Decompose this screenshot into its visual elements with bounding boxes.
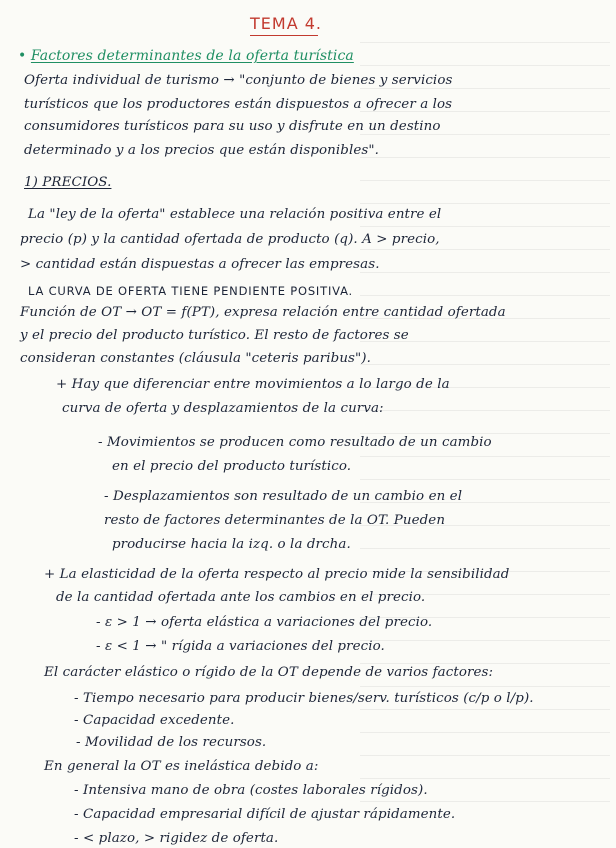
text-line: Oferta individual de turismo → "conjunto de bienes y servicios bbox=[24, 73, 453, 88]
section-bullet: • bbox=[18, 48, 27, 64]
text-line: determinado y a los precios que están disponibles". bbox=[24, 143, 379, 158]
text-line: - Tiempo necesario para producir bienes/serv. turísticos (c/p o l/p). bbox=[74, 691, 534, 706]
text-line: turísticos que los productores están dispuestos a ofrecer a los bbox=[24, 97, 453, 112]
text-line: En general la OT es inelástica debido a: bbox=[44, 759, 319, 774]
text-line: - ε > 1 → oferta elástica a variaciones del precio. bbox=[96, 615, 433, 630]
title-underline bbox=[250, 35, 318, 36]
text-line: - Movimientos se producen como resultado de un cambio bbox=[98, 435, 492, 450]
text-line: resto de factores determinantes de la OT. Pueden bbox=[104, 513, 446, 528]
text-line: + La elasticidad de la oferta respecto al precio mide la sensibilidad bbox=[44, 567, 510, 582]
text-line: > cantidad están dispuestas a ofrecer las empresas. bbox=[20, 257, 380, 272]
text-line: El carácter elástico o rígido de la OT depende de varios factores: bbox=[44, 665, 494, 680]
page-title: TEMA 4. bbox=[250, 14, 322, 33]
section-heading-text: Factores determinantes de la oferta turística bbox=[30, 48, 354, 64]
emphasis-line: LA CURVA DE OFERTA TIENE PENDIENTE POSITIVA. bbox=[28, 284, 353, 298]
text-line: y el precio del producto turístico. El resto de factores se bbox=[20, 328, 409, 343]
text-line: - Intensiva mano de obra (costes laborales rígidos). bbox=[74, 783, 428, 798]
text-line: Función de OT → OT = f(PT), expresa relación entre cantidad ofertada bbox=[20, 305, 506, 320]
text-line: producirse hacia la izq. o la drcha. bbox=[112, 537, 351, 552]
text-line: en el precio del producto turístico. bbox=[112, 459, 352, 474]
text-line: de la cantidad ofertada ante los cambios en el precio. bbox=[56, 590, 426, 605]
text-line: curva de oferta y desplazamientos de la curva: bbox=[62, 401, 384, 416]
subsection-heading: 1) PRECIOS. bbox=[24, 175, 112, 190]
text-line: - < plazo, > rigidez de oferta. bbox=[74, 831, 279, 846]
text-line: + Hay que diferenciar entre movimientos a lo largo de la bbox=[56, 377, 450, 392]
text-line: consideran constantes (cláusula "ceteris paribus"). bbox=[20, 351, 371, 366]
text-line: - Movilidad de los recursos. bbox=[76, 735, 267, 750]
text-line: - Capacidad excedente. bbox=[74, 713, 235, 728]
text-line: consumidores turísticos para su uso y disfrute en un destino bbox=[24, 119, 441, 134]
text-line: - Capacidad empresarial difícil de ajustar rápidamente. bbox=[74, 807, 456, 822]
text-line: precio (p) y la cantidad ofertada de producto (q). A > precio, bbox=[20, 232, 440, 247]
text-line: - Desplazamientos son resultado de un cambio en el bbox=[104, 489, 463, 504]
section-heading bbox=[18, 47, 354, 65]
text-line: La "ley de la oferta" establece una relación positiva entre el bbox=[28, 207, 442, 222]
text-line: - ε < 1 → " rígida a variaciones del precio. bbox=[96, 639, 385, 654]
